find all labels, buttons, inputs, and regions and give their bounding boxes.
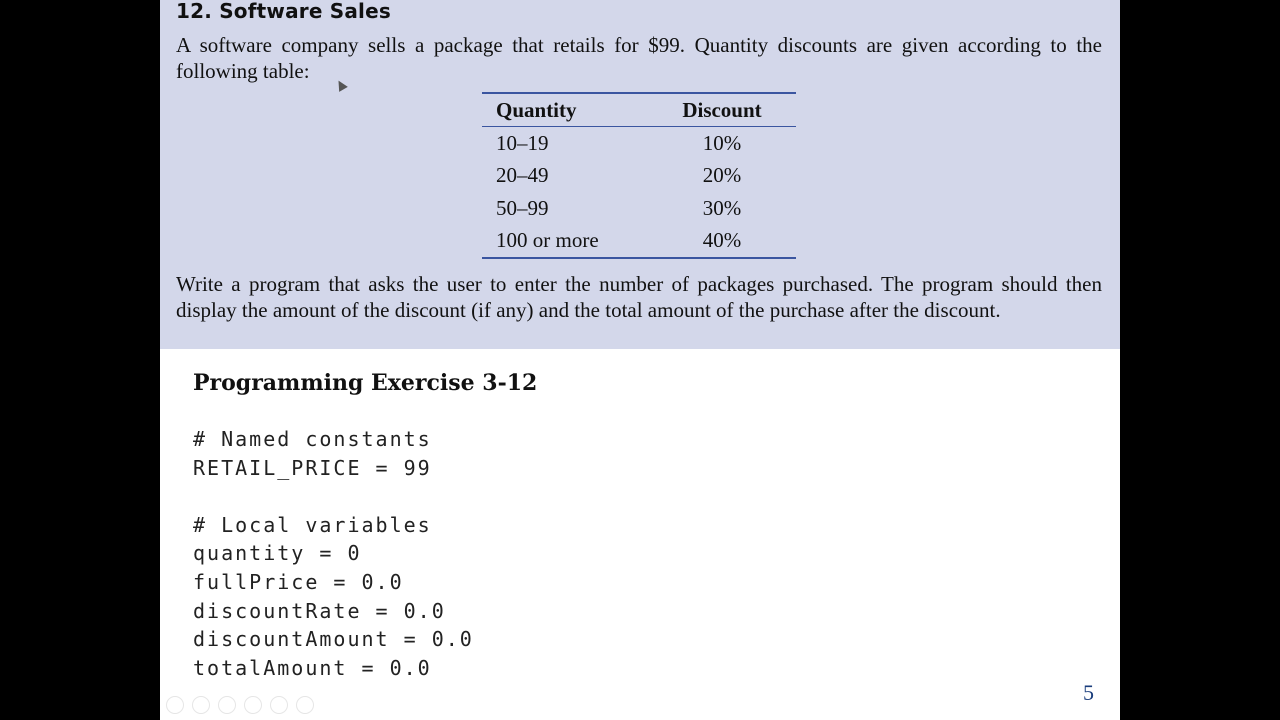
problem-task: Write a program that asks the user to enter the number of packages purchased. The program should then display the amount of the discount (if any) and the total amount of the purchase after the discount.	[176, 272, 1102, 322]
code-line: quantity = 0	[193, 541, 362, 566]
previous-icon[interactable]	[166, 696, 184, 714]
page-number: 5	[1083, 680, 1094, 705]
code-line: # Named constants	[193, 427, 432, 451]
discount-cell: 20%	[702, 163, 742, 188]
problem-intro: A software company sells a package that retails for $99. Quantity discounts are given according to the following table:	[176, 33, 1102, 83]
quantity-header: Quantity	[496, 97, 577, 122]
quantity-cell: 50–99	[496, 195, 549, 220]
table-row	[482, 192, 796, 225]
problem-heading: 12. Software Sales	[176, 0, 391, 23]
code-line: fullPrice = 0.0	[193, 569, 404, 594]
table-row	[482, 127, 796, 160]
player-controls	[166, 696, 314, 714]
code-line: discountAmount = 0.0	[193, 627, 474, 652]
discount-cell: 40%	[702, 228, 742, 253]
code-line: RETAIL_PRICE = 99	[193, 455, 432, 480]
slides-icon[interactable]	[244, 696, 262, 714]
discount-cell: 10%	[702, 130, 742, 155]
code-line	[193, 482, 474, 511]
discount-header: Discount	[682, 97, 762, 122]
discount-table	[482, 92, 796, 259]
more-options-icon[interactable]	[296, 696, 314, 714]
table-row	[482, 160, 796, 193]
code-block	[193, 425, 474, 682]
pen-icon[interactable]	[218, 696, 236, 714]
quantity-cell: 20–49	[496, 163, 549, 188]
zoom-icon[interactable]	[270, 696, 288, 714]
exercise-title: Programming Exercise 3-12	[193, 370, 538, 396]
quantity-cell: 10–19	[496, 130, 549, 155]
quantity-cell: 100 or more	[496, 228, 599, 253]
problem-panel	[160, 0, 1120, 349]
discount-table-header	[482, 94, 796, 127]
code-line: # Local variables	[193, 512, 432, 537]
slide	[160, 0, 1120, 720]
table-row	[482, 225, 796, 258]
next-icon[interactable]	[192, 696, 210, 714]
discount-cell: 30%	[702, 195, 742, 220]
code-line: totalAmount = 0.0	[193, 655, 432, 680]
code-line: discountRate = 0.0	[193, 598, 446, 623]
